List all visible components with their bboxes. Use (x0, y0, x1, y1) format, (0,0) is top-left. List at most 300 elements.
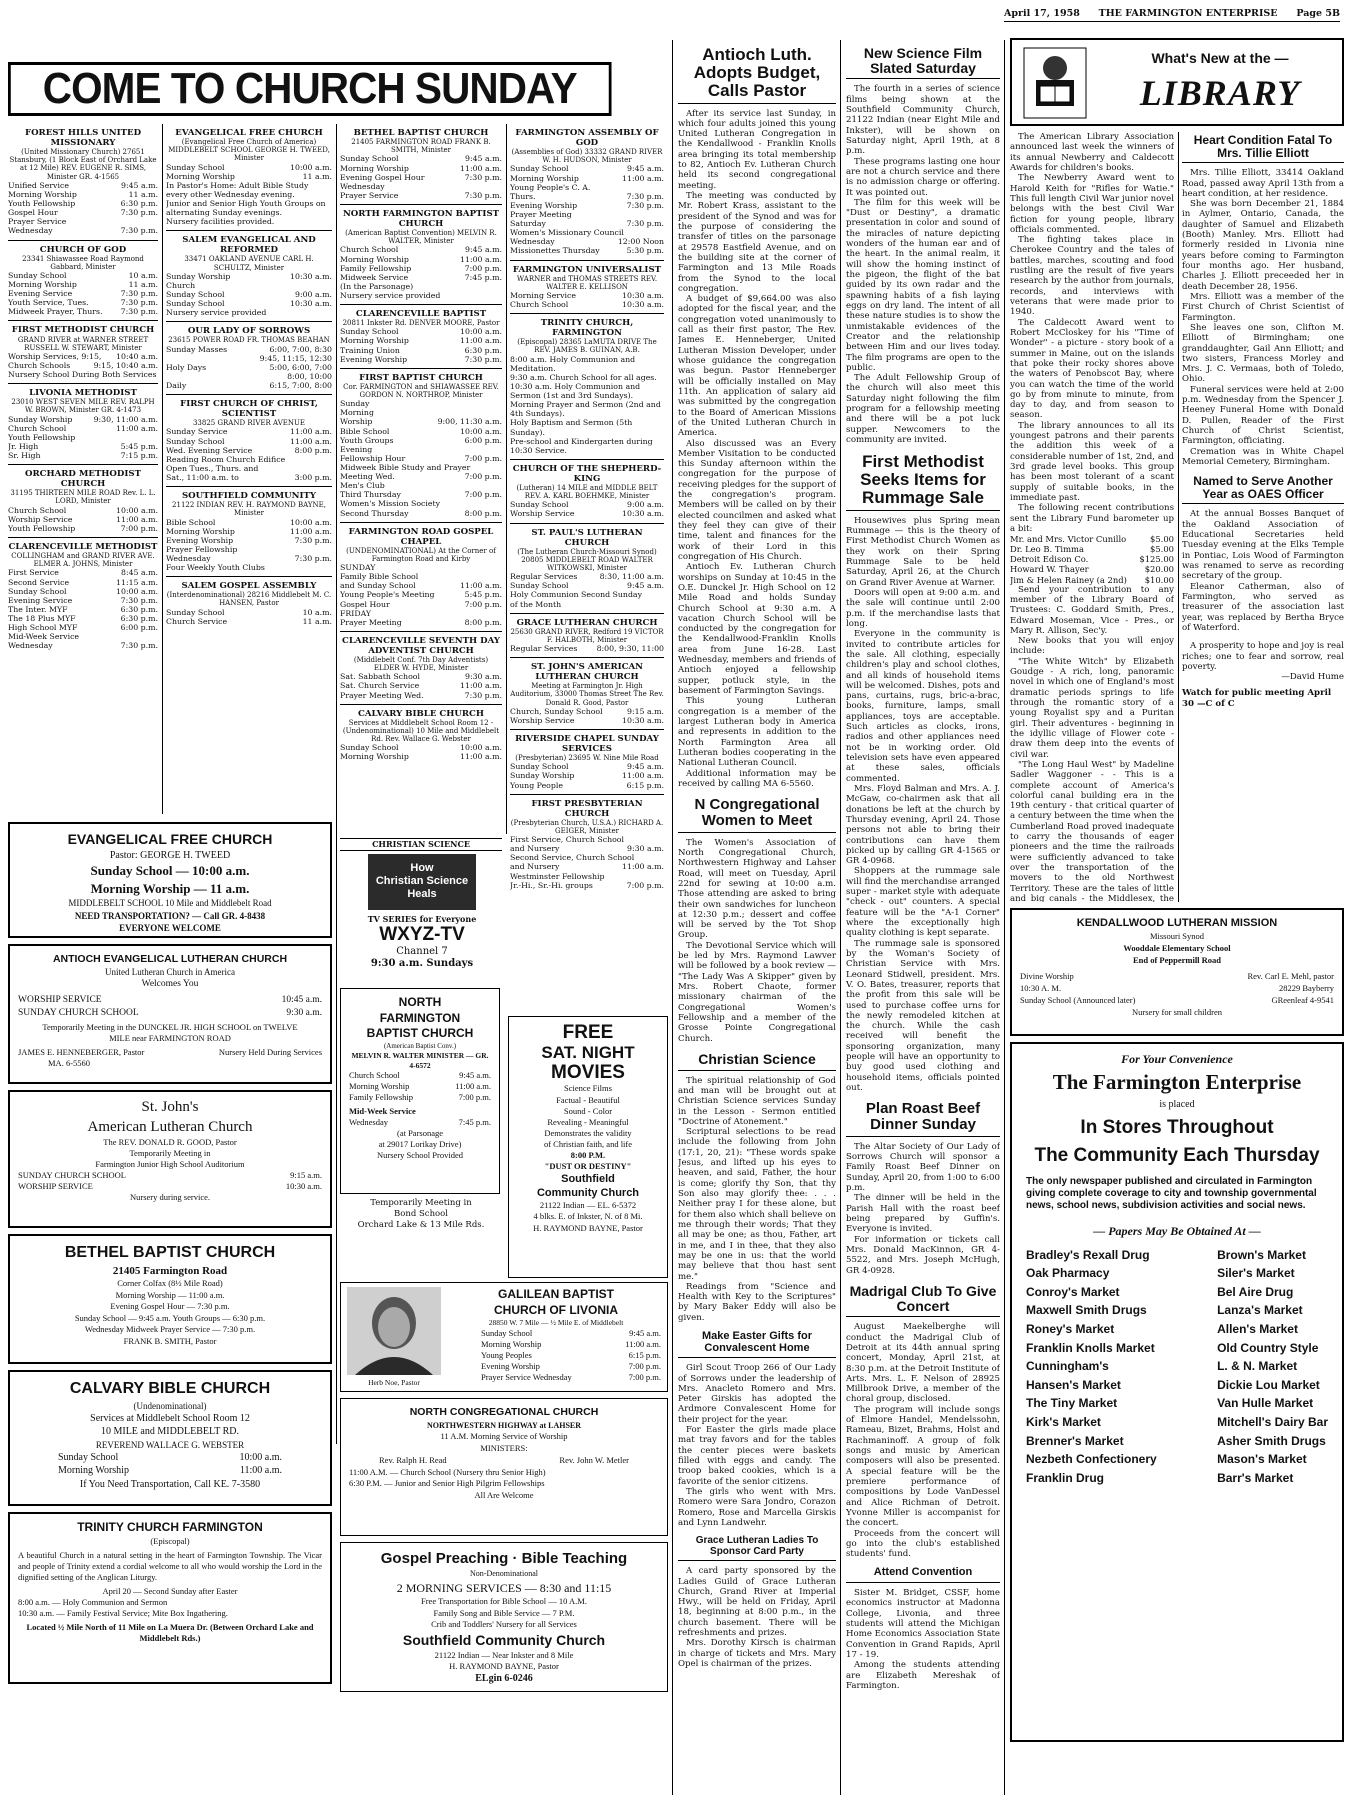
article-paragraph: This young Lutheran congregation is a member of the largest Lutheran body in America and represents in addition to the North Farmington Area all Lutheran bodies cooperating in the National Lutheran Council. (678, 696, 836, 769)
church-name: CHURCH OF THE SHEPHERD-KING (512, 463, 662, 484)
service-row (481, 1350, 661, 1361)
service-label: Evening Worship (510, 200, 578, 210)
ad-line: Temporarily Meeting in (129, 1148, 211, 1159)
service-row (340, 600, 502, 609)
ad-line: Sound - Color (563, 1105, 613, 1116)
christian-science-header: CHRISTIAN SCIENCE (340, 838, 502, 851)
store-name: Lanza's Market (1217, 1303, 1303, 1318)
article (678, 797, 836, 1044)
entry-separator (166, 230, 332, 231)
service-time: 7:00 p.m. (628, 1361, 661, 1372)
ad-title: NORTH CONGREGATIONAL CHURCH (409, 1406, 599, 1418)
entry-separator (8, 464, 158, 465)
antioch-lutheran-ad (8, 944, 332, 1084)
ad-rows (349, 1070, 491, 1103)
service-label: Gospel Hour (8, 208, 58, 218)
store-name: Roney's Market (1026, 1322, 1115, 1337)
minister-name: Rev. Ralph H. Read (379, 1454, 447, 1465)
st-johns-lutheran-ad (8, 1090, 332, 1228)
service-label: Evening Worship (340, 354, 408, 364)
article-headline: Antioch Luth. Adopts Budget, Calls Pastor (678, 46, 836, 104)
service-row (510, 853, 664, 862)
service-row (8, 632, 158, 641)
ad-line: REVEREND WALLACE G. WEBSTER (95, 1439, 245, 1450)
service-row (340, 291, 502, 300)
library-column-left (1010, 132, 1174, 902)
service-time: 10:30 a.m. (622, 300, 664, 310)
service-label: Sunday School (340, 743, 399, 753)
service-time: 6:00 p.m. (464, 435, 502, 445)
service-label: Midweek Service (340, 272, 409, 282)
ad-line: at 29017 Lorikay Drive) (378, 1138, 462, 1149)
service-label: Sat. Sabbath School (340, 672, 420, 682)
service-row (8, 352, 158, 361)
service-time: 7:30 p.m. (626, 200, 664, 210)
north-farmington-baptist-ad (340, 988, 500, 1194)
article-headline: Grace Lutheran Ladies To Sponsor Card Party (678, 1536, 836, 1561)
article-paragraph: Mrs. Dorothy Kirsch is chairman in charge of tickets and Mrs. Mary Opel is chairman of the prizes. (678, 1638, 836, 1669)
service-time: 8:45 a.m. (121, 568, 158, 578)
service-label: The Inter. MYF (8, 604, 68, 614)
ad-pastor: Pastor: GEORGE H. TWEED (109, 849, 231, 861)
service-row (340, 336, 502, 345)
article-paragraph: Shoppers at the rummage sale will find the merchandise arranged super - market style with adequate "check - out" counters. A special feature will be the "A-1 Corner" where the exceptionally high quality clothing is kept separate. (846, 866, 1000, 939)
service-row (166, 163, 332, 172)
article-paragraph: The Newberry Award went to Harold Keith for "Rifles for Watie." This full length Civil War junior novel belongs with the best Civil War fiction for young people, library officials commented. (1010, 173, 1174, 235)
store-name: The Tiny Market (1026, 1396, 1118, 1411)
service-row (481, 1328, 661, 1339)
service-label: Sunday Worship (166, 271, 231, 281)
entry-separator (166, 576, 332, 577)
article-paragraph: The Altar Society of Our Lady of Sorrows Church will sponsor a Family Roast Beef Dinner on Sunday, April 20, from 1:00 to 6:00 p.m. (846, 1141, 1000, 1194)
ad-title: TRINITY CHURCH FARMINGTON (77, 1520, 263, 1534)
service-time: 7:30 p.m. (626, 219, 664, 229)
church-name: CLARENCEVILLE METHODIST (8, 541, 158, 552)
service-row (8, 568, 158, 577)
service-label: Sunday Masses (166, 344, 228, 354)
service-row (166, 617, 332, 626)
church-info: 23615 POWER ROAD FR. THOMAS BEAHAN (168, 336, 330, 345)
store-name: Mitchell's Dairy Bar (1217, 1415, 1328, 1430)
service-label: Church Service (166, 616, 228, 626)
service-label: Fellowship Hour (340, 453, 406, 463)
quote-author: —David Hume (1281, 672, 1344, 683)
cs-time: 9:30 a.m. Sundays (370, 958, 474, 970)
row-value: Rev. Carl E. Mehl, pastor (1247, 971, 1334, 982)
service-label: Sunday School (340, 327, 399, 337)
column-rule (336, 124, 337, 1444)
service-label: Young People (510, 780, 563, 790)
ad-line: Revealing - Meaningful (547, 1116, 629, 1127)
service-time: 7:30 p.m. (120, 641, 158, 651)
service-label: Regular Services (510, 572, 578, 582)
service-row (510, 600, 664, 609)
service-time: 10:30 a.m. (290, 299, 332, 309)
service-label: Church Schools (8, 361, 71, 370)
service-row (166, 464, 332, 473)
service-time: 11:00 a.m. (460, 254, 502, 264)
article-paragraph: For Easter the girls made place mat tray favors and for the tables the center pieces were baskets filled with eggs and candy. The troop baked cookies, which is a favorite of the senior citizens. (678, 1425, 836, 1487)
service-label: Morning Worship (340, 336, 409, 346)
ad-location: End of Peppermill Road (1132, 955, 1222, 966)
service-row (510, 246, 664, 255)
ad-line: Factual - Beautiful (556, 1094, 620, 1105)
church-info: 33825 GRAND RIVER AVENUE (192, 419, 306, 428)
service-row (510, 183, 664, 192)
watch-notice: Watch for public meeting April 30 —C of C (1182, 688, 1332, 709)
ad-sub: (Undenominational) (133, 1400, 207, 1411)
service-row (510, 781, 664, 790)
service-label: Unified Service (8, 180, 69, 190)
church-name: SALEM GOSPEL ASSEMBLY (181, 581, 317, 592)
ad-line: Services at Middlebelt School Room 12 (90, 1412, 250, 1424)
ad-line: April 20 — Second Sunday after Easter (102, 1585, 238, 1596)
service-row (510, 291, 664, 300)
article-paragraph: She was born December 21, 1884 in Aylmer, Ontario, Canada, the daughter of Samuel and Elizabeth (Booth) Manley. Mrs. Elliott had formerly resided in Livonia nine years before coming to Farmington four months ago. Her husband, Charles J. Elliott preceeded her in death December 28, 1956. (1182, 199, 1344, 292)
article-paragraph: The Adult Fellowship Group of the church will also meet this Saturday night following the film program for a fellowship meeting and there will be a pot luck supper. Newcomers to the community are invited. (846, 373, 1000, 445)
service-time: 7:00 p.m. (464, 490, 502, 500)
church-info: 33471 OAKLAND AVENUE CARL H. SCHULTZ, Minister (184, 255, 314, 272)
ad-row (18, 1464, 322, 1478)
service-time: 9:45, 11:15, 12:30 (259, 353, 332, 363)
entry-separator (8, 240, 158, 241)
service-time: 10:30 a.m. (622, 509, 664, 519)
ad-title: CHURCH OF LIVONIA (494, 1302, 618, 1317)
service-row (340, 472, 502, 481)
temporarily-meeting-note (340, 1198, 502, 1231)
kendallwood-lutheran-ad (1010, 908, 1344, 1036)
service-row (8, 442, 158, 451)
entry-separator (166, 321, 332, 322)
service-label: Youth Fellowship (8, 523, 76, 533)
article-headline: New Science Film Slated Saturday (846, 46, 1000, 79)
column-rule (1004, 40, 1005, 1795)
entry-separator (510, 729, 664, 730)
service-row (510, 509, 664, 518)
service-time: 8:30, 11:00 a.m. (599, 572, 664, 582)
service-label: Family Fellowship (349, 1092, 413, 1103)
service-time: 11:00 a.m. (622, 173, 664, 183)
service-row (8, 208, 158, 217)
ad-pastor: The REV. DONALD R. GOOD, Pastor (103, 1137, 237, 1147)
ad-pastor: H. RAYMOND BAYNE, Pastor (449, 1661, 559, 1671)
service-time: 9:45 a.m. (627, 762, 664, 772)
store-name: Dickie Lou Market (1217, 1377, 1320, 1392)
service-time: 5:45 p.m. (464, 590, 502, 600)
service-row (8, 361, 158, 370)
store-name: L. & N. Market (1217, 1359, 1298, 1374)
service-row (510, 862, 664, 871)
service-label: and Sunday School (340, 581, 416, 591)
article-headline: Heart Condition Fatal To Mrs. Tillie Elliott (1182, 134, 1344, 163)
ad-time: 8:00 P.M. (570, 1149, 606, 1160)
service-row (8, 506, 158, 515)
ad-line: Bond School (394, 1209, 448, 1220)
row-time: 11:00 a.m. (239, 1465, 282, 1477)
trinity-church-ad (8, 1512, 332, 1684)
service-row (340, 273, 502, 282)
service-time: 9:00 a.m. (627, 500, 664, 510)
service-time: 7:30 p.m. (464, 172, 502, 182)
ad-line: Crib and Toddlers' Nursery for all Services (431, 1619, 577, 1630)
store-list (1026, 1246, 1328, 1488)
service-row (166, 199, 332, 217)
service-row (8, 370, 158, 379)
service-time: 3:00 p.m. (294, 473, 332, 482)
church-name: FIRST BAPTIST CHURCH (359, 372, 483, 383)
entry-separator (340, 368, 502, 369)
service-row (510, 300, 664, 309)
service-label: 8:00 a.m. Holy Communion and Meditation. (510, 354, 636, 373)
service-label: Junior and Senior High Youth Groups on alternating Sunday evenings. (166, 199, 326, 218)
service-label: Bible School (340, 426, 390, 436)
ad-sub: United Lutheran Church in America (105, 967, 235, 978)
service-label: Pre-school and Kindergarten during 10:30 Service. (510, 436, 653, 455)
service-row (340, 346, 502, 355)
service-time: 10:00 a.m. (460, 327, 502, 337)
article-paragraph: The Devotional Service which will be led by Mrs. Raymond Lawver will be followed by a book review — "The Lady Was A Skipper" given by Mrs. Robert Chaote, former missionary chairman of the Congregational Women's Fellowship and a member of the Grosse Pointe Congregational Church. (678, 940, 836, 1044)
service-label: Missionettes Thursday (510, 246, 600, 256)
service-row (510, 707, 664, 716)
service-row (166, 381, 332, 390)
service-label: Wednesday (340, 181, 385, 191)
service-row (340, 590, 502, 599)
service-time: 11:00 a.m. (622, 862, 664, 872)
service-time: 10:30 a.m. (622, 715, 664, 725)
service-time: 7:30 p.m. (120, 226, 158, 236)
service-time: 7:30 p.m. (464, 354, 502, 364)
service-label: Holy Baptism and Sermon (5th Sunday). (510, 418, 633, 437)
service-row (340, 173, 502, 182)
service-time: 6:30 p.m. (120, 604, 158, 614)
ad-sub: NORTHWESTERN HIGHWAY at LAHSER (426, 1420, 582, 1430)
ad-address: 21122 Indian — Near Inkster and 8 Mile (434, 1649, 574, 1660)
ad-title: CALVARY BIBLE CHURCH (69, 1380, 271, 1397)
church-info: (Middlebelt Conf. 7th Day Adventists) ELDER W. HYDE, Minister (353, 655, 489, 673)
contribution-row (1010, 564, 1174, 574)
service-row (340, 609, 502, 618)
service-row (340, 417, 502, 426)
service-time: 11:00 a.m. (116, 514, 158, 524)
church-name: FIRST PRESBYTERIAN CHURCH (531, 798, 643, 819)
store-name: Brown's Market (1217, 1247, 1306, 1262)
service-label: Morning Worship (340, 752, 409, 762)
ad-headline: The Community Each Thursday (1034, 1145, 1320, 1167)
service-row (340, 481, 502, 490)
service-label: Morning Worship (340, 163, 409, 173)
service-label: Bible School (166, 517, 216, 527)
service-row (340, 355, 502, 364)
service-row (8, 217, 158, 226)
article-paragraph: The following recent contributions sent the Library Fund barometer up a bit: (1010, 503, 1174, 534)
entry-separator (166, 394, 332, 395)
service-row (8, 424, 158, 433)
service-label: Nursery service provided (166, 308, 267, 318)
christian-science-tv-ad (358, 854, 486, 980)
church-name: FIRST METHODIST CHURCH (11, 325, 155, 336)
service-label: Daily (166, 381, 187, 391)
entry-separator (510, 794, 664, 795)
service-row (166, 299, 332, 308)
service-row (340, 408, 502, 417)
service-time: 7:30 p.m. (120, 307, 158, 317)
service-row (340, 463, 502, 472)
ad-title: ANTIOCH EVANGELICAL LUTHERAN CHURCH (52, 953, 288, 965)
ad-line: MINISTERS: (480, 1442, 528, 1453)
service-time: 8:00 p.m. (294, 445, 332, 455)
reading-boy-icon (1022, 46, 1088, 120)
service-label: Four Weekly Youth Clubs (166, 563, 265, 573)
article-paragraph: The fourth in a series of science films being shown at the Southfield Community Church, 21122 Indian (near Eight Mile and Inkster), will be shown on Saturday night, April 19th, at 8 p.m. (846, 84, 1000, 157)
ad-welcome: Welcomes You (141, 979, 199, 990)
church-info: Cor. FARMINGTON and SHIAWASSEE REV. GORDON N. NORTHROP, Minister (343, 382, 499, 399)
ad-school: Wooddale Elementary School (1123, 943, 1231, 954)
church-name: CLARENCEVILLE BAPTIST (355, 309, 487, 320)
article-paragraph: The spiritual relationship of God and man will be brought out at Christian Science services Sunday in the Lesson - Sermon entitled "Doctrine of Atonement." (678, 1075, 836, 1127)
article-paragraph: Sister M. Bridget, CSSF, home economics instructor at Madonna College, Livonia, and three students will attend the Michigan Home Economics Association State Convention in Grand Rapids, April 17 - 19. (846, 1588, 1000, 1660)
service-label: Morning Worship (166, 526, 235, 536)
service-row (8, 271, 158, 280)
galilean-baptist-ad (340, 1282, 668, 1392)
contribution-row (1010, 554, 1174, 564)
service-time: 6:15 p.m. (626, 780, 664, 790)
service-time: 5:30 p.m. (626, 246, 664, 256)
article-headline: Make Easter Gifts for Convalescent Home (678, 1331, 836, 1358)
ad-sub: (Episcopal) (150, 1535, 190, 1546)
column-rule (162, 124, 163, 814)
service-time: 7:15 p.m. (120, 451, 158, 461)
service-time: 7:30 p.m. (464, 190, 502, 200)
ad-line: Free Transportation for Bible School — 10 A.M. (421, 1596, 587, 1607)
service-row (340, 454, 502, 463)
church-name: ST. PAUL'S LUTHERAN CHURCH (531, 527, 643, 548)
church-info: (American Baptist Convention) MELVIN R. WALTER, Minister (345, 229, 497, 246)
entry-separator (340, 704, 502, 705)
service-label: Sunday Service (166, 427, 228, 437)
contributor: Dr. Leo B. Timma (1010, 544, 1084, 555)
ad-line: All Are Welcome (474, 1490, 534, 1501)
ad-row (18, 1047, 322, 1058)
come-to-church-banner: COME TO CHURCH SUNDAY (8, 62, 612, 116)
article-paragraph: Send your contribution to any member of the Library Board of Trustees: C. Goddard Smith, Pres., Edward Moseman, Vice - Pres., or Mary R. Allison, Sec'y. (1010, 584, 1174, 636)
church-info: Meeting at Farmington Jr. High Auditorium, 33000 Thomas Street The Rev. Donald R. Good, Pastor (510, 682, 664, 707)
service-time: 5:45 p.m. (120, 441, 158, 451)
service-row (510, 762, 664, 771)
article-headline: Christian Science (678, 1052, 836, 1071)
church-name: ST. JOHN'S AMERICAN LUTHERAN CHURCH (530, 662, 644, 683)
service-label: Second Service, Church School (510, 853, 635, 863)
service-label: Prayer Meeting (510, 210, 572, 220)
ad-nursery: Nursery during service. (129, 1192, 210, 1203)
row-time: 9:30 a.m. (286, 1007, 322, 1018)
ad-row (1020, 971, 1334, 983)
service-label: Youth Fellowship (8, 432, 76, 442)
cs-channel: Channel 7 (396, 946, 448, 958)
service-row (510, 174, 664, 183)
service-time: 8:00 p.m. (464, 617, 502, 627)
service-row (166, 536, 332, 545)
contributor: Mr. and Mrs. Victor Cunillo (1010, 534, 1127, 545)
article (678, 46, 836, 789)
church-name: CLARENCEVILLE SEVENTH DAY ADVENTIST CHURCH (342, 635, 500, 656)
service-label: Nursery School During Both Services (8, 370, 157, 380)
service-time: 9:30 a.m. (465, 672, 502, 682)
service-label: Second Thursday (340, 508, 409, 518)
column-rule (506, 124, 507, 834)
service-row (340, 264, 502, 273)
service-label: Young People's Meeting (340, 590, 435, 600)
service-label: Prayer Meeting Wed. (340, 690, 424, 700)
service-label: Prayer Service (340, 190, 399, 200)
store-name: Bel Aire Drug (1217, 1284, 1294, 1299)
service-time: 9:45 a.m. (629, 1327, 661, 1338)
service-label: Mid-Week Service (8, 632, 80, 642)
service-label: Sunday School (510, 164, 569, 174)
service-label: Morning Worship (349, 1081, 410, 1092)
church-info: COLLINGHAM and GRAND RIVER AVE. ELMER A. JOHNS, Minister (11, 552, 155, 569)
farmington-enterprise-ad (1010, 1042, 1344, 1742)
service-row (340, 436, 502, 445)
ad-nursery: Nursery Held During Services (218, 1046, 322, 1057)
service-label: Sunday School (340, 154, 399, 164)
ad-address: 21122 Indian — EL. 6-5372 (539, 1200, 637, 1211)
church-info: (Episcopal) 28365 LaMUTA DRIVE The REV. JAMES B. GUINAN, A.B. (517, 338, 657, 355)
service-label: Men's Club (340, 481, 385, 491)
service-label: 10:30 a.m. Holy Communion and Sermon (1st and 3rd Sundays). (510, 382, 641, 401)
service-row (510, 590, 664, 599)
service-time: 6:15 p.m. (628, 1350, 661, 1361)
ad-row (18, 1007, 322, 1020)
service-row (8, 181, 158, 190)
service-row (510, 210, 664, 219)
ad-headline: In Stores Throughout (1080, 1116, 1274, 1138)
service-row (481, 1361, 661, 1372)
ad-description: The only newspaper published and circulated in Farmington giving complete coverage to city and township governmental news, school news, subdivision activities and social news. (1026, 1175, 1317, 1211)
entry-separator (340, 631, 502, 632)
service-time: 11:00 a.m. (622, 771, 664, 781)
church-info: Services at Middlebelt School Room 12 - (Undenominational) 10 Mile and Middlebelt Rd. Rev. Wallace G. Webster (342, 718, 500, 744)
service-label: Sunday School (166, 162, 225, 172)
store-name: Hansen's Market (1026, 1377, 1121, 1392)
service-time: 11:00 a.m. (460, 336, 502, 346)
service-row (8, 190, 158, 199)
church-info: (Assemblies of God) 33332 GRAND RIVER W. H. HUDSON, Minister (511, 148, 663, 165)
church-info: GRAND RIVER at WARNER STREET RUSSELL W. STEWART, Minister (17, 335, 149, 352)
service-time: 7:30 p.m. (120, 595, 158, 605)
ad-title: St. John's (141, 1099, 199, 1115)
service-label: Holy Days (166, 362, 207, 372)
church-info: (Presbyterian) 23695 W. Nine Mile Road (515, 754, 659, 763)
service-row (510, 500, 664, 509)
service-row (8, 614, 158, 623)
store-name: Nezbeth Confectionery (1026, 1452, 1157, 1467)
article (1182, 475, 1344, 633)
service-row (8, 605, 158, 614)
store-name: Asher Smith Drugs (1217, 1433, 1326, 1448)
service-label: Midweek Prayer, Thurs. (8, 307, 103, 317)
church-info: 20811 Inkster Rd. DENVER MOORE, Pastor (342, 319, 500, 328)
quote-text: A prosperity to hope and joy is real riches; one to fear and sorrow, real poverty. (1182, 641, 1344, 672)
service-label: Women's Missionary Council (510, 228, 624, 238)
amount: $5.00 (1150, 534, 1174, 545)
service-label: Family Bible School (340, 572, 419, 582)
service-time: 7:30 p.m. (294, 535, 332, 545)
contribution-list (1010, 534, 1174, 584)
service-label: Youth Service, Tues. (8, 298, 89, 308)
service-time: 9:45 a.m. (627, 164, 664, 174)
service-label: Sat., 11:00 a.m. to (166, 473, 239, 482)
service-row (8, 578, 158, 587)
